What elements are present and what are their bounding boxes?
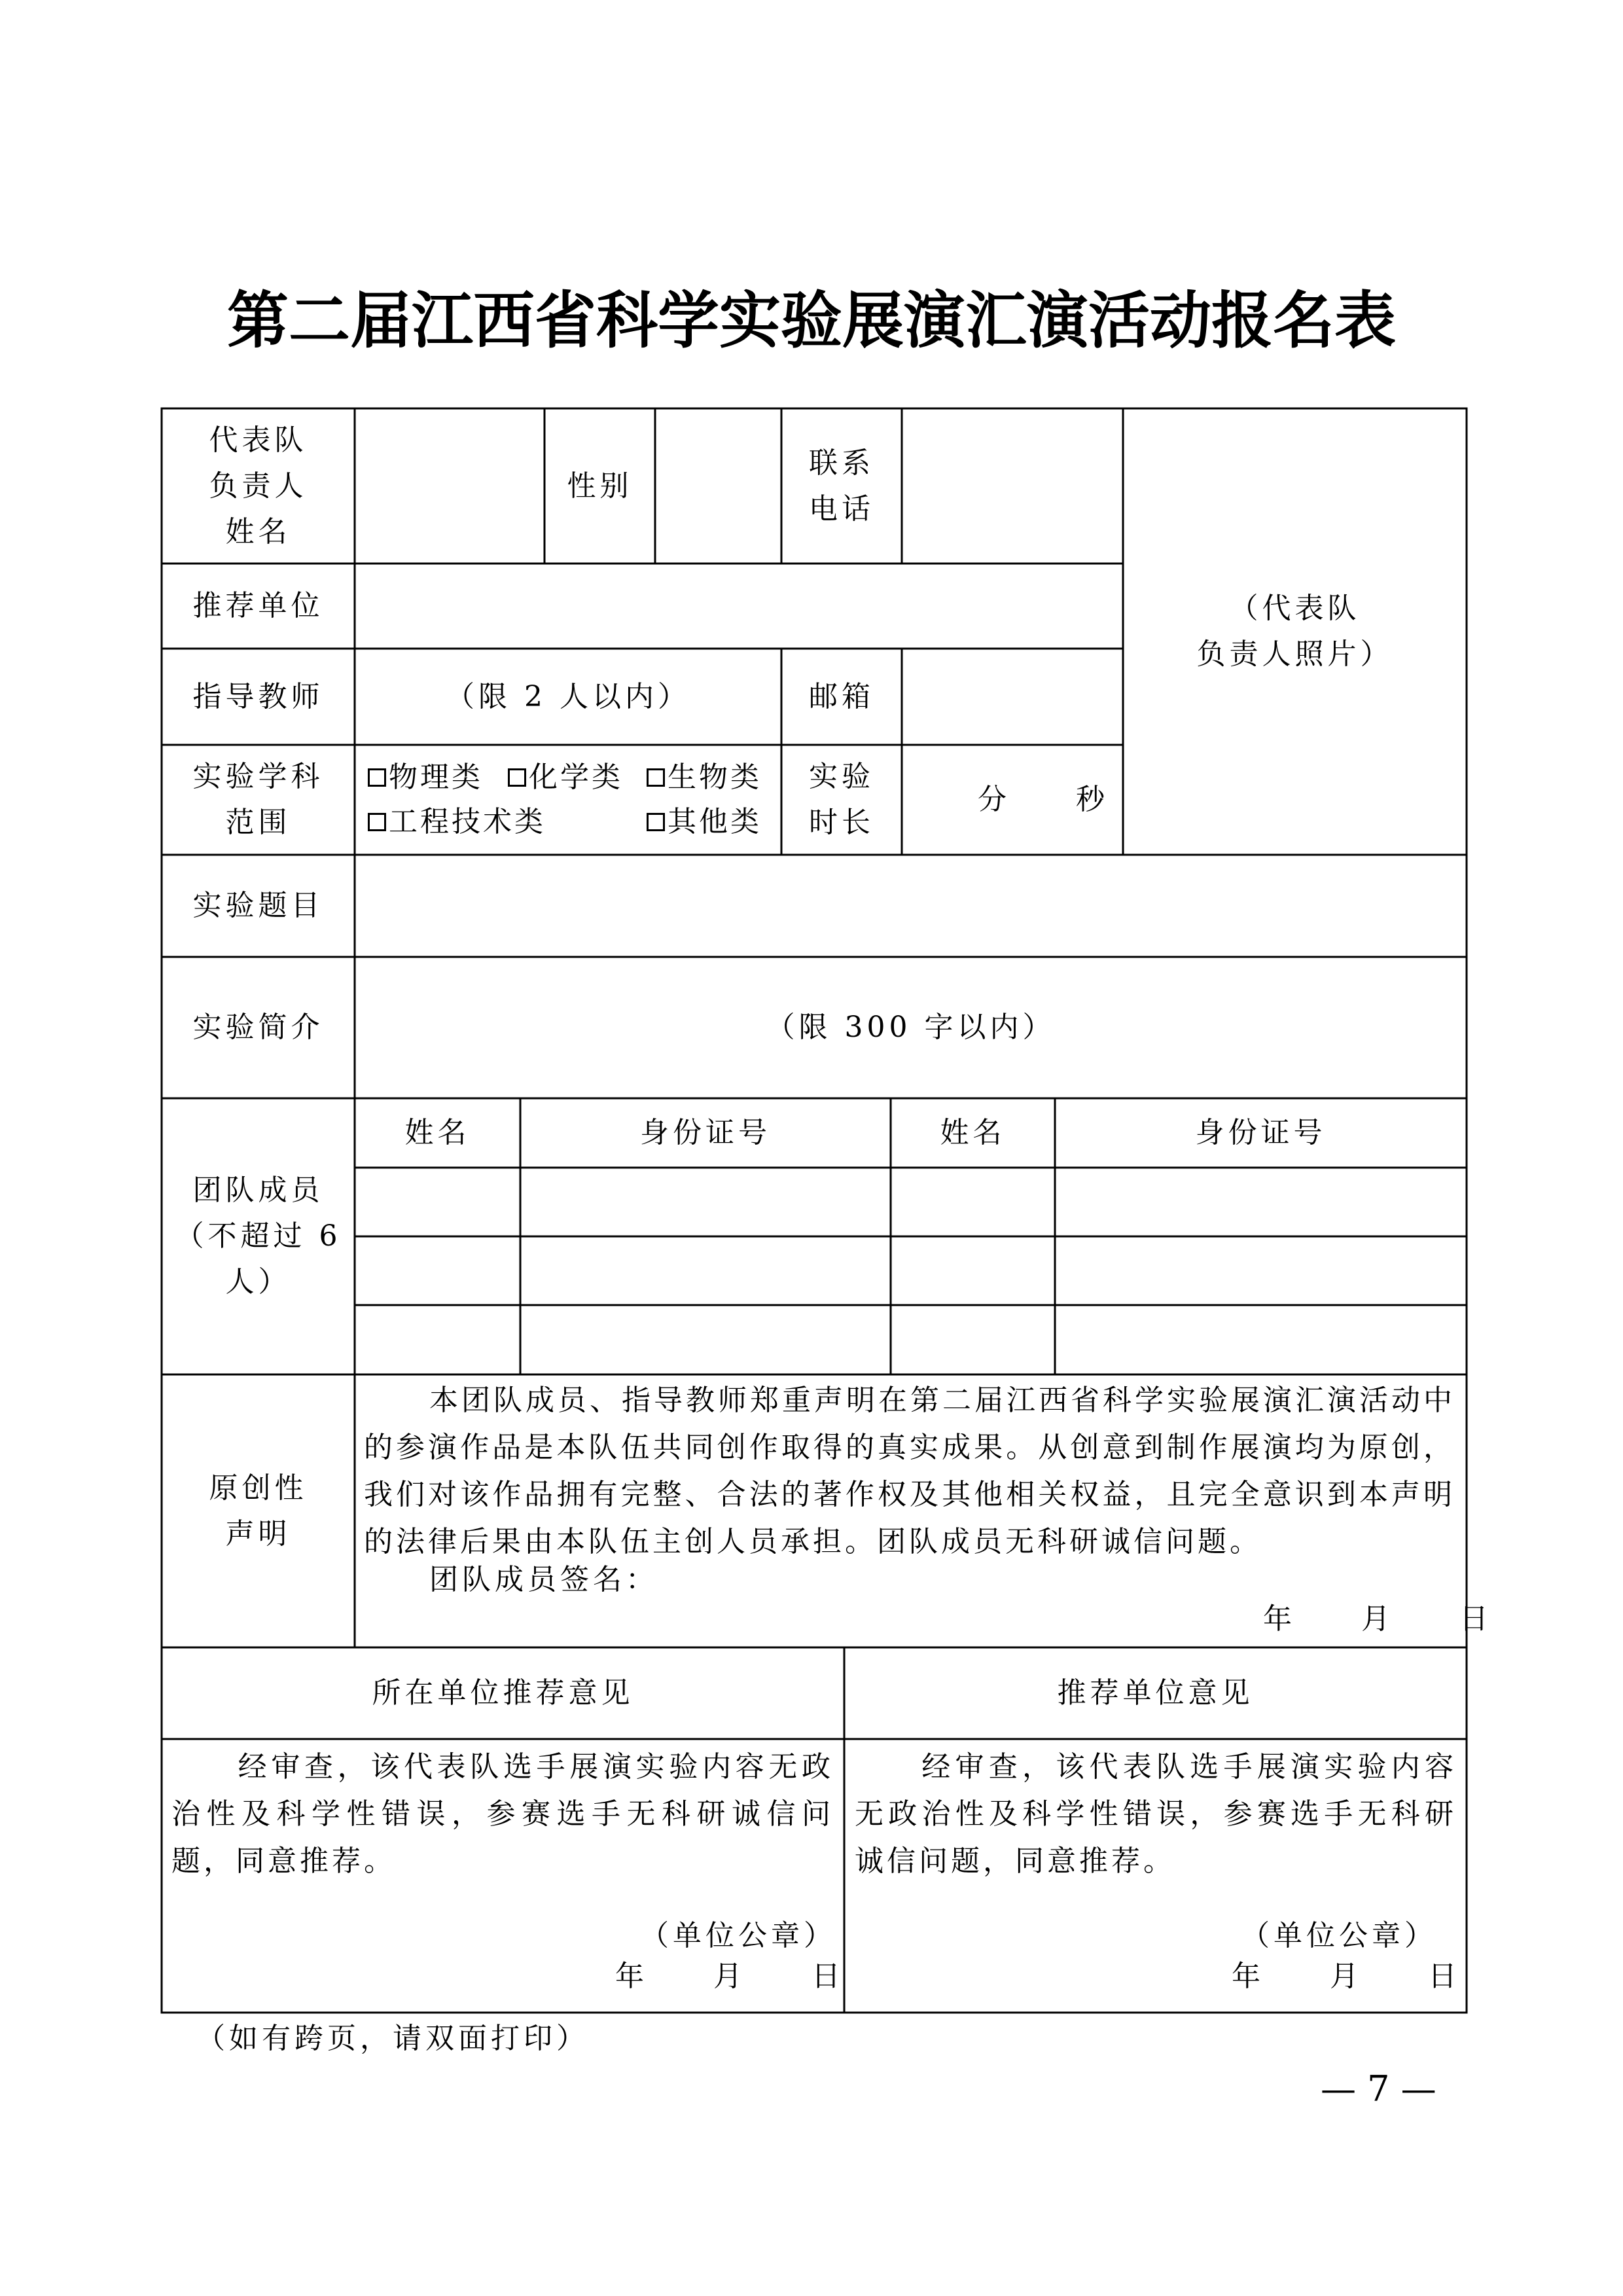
page-title: 第二届江西省科学实验展演汇演活动报名表 — [226, 285, 1396, 357]
member-id-header-2: 身份证号 — [1195, 1116, 1327, 1149]
recommend-unit-label: 推荐单位 — [192, 589, 324, 622]
advisor-field[interactable]: （限 2 人以内） — [446, 679, 690, 713]
phone-label: 联系 电话 — [809, 446, 874, 526]
email-label: 邮箱 — [809, 679, 874, 713]
checkbox-icon — [368, 768, 386, 787]
checkbox-icon — [647, 768, 665, 787]
member-id-header: 身份证号 — [640, 1116, 771, 1149]
leader-name-field[interactable] — [355, 408, 544, 564]
opinion-right-date: 年 月 日 — [1232, 1960, 1461, 1993]
recommend-unit-field[interactable] — [355, 564, 1123, 649]
checkbox-icon — [368, 813, 386, 831]
opinion-left-seal: （单位公章） — [640, 1919, 836, 1952]
opinion-left-header: 所在单位推荐意见 — [372, 1676, 634, 1710]
opinion-left-text: 经审查，该代表队选手展演实验内容无政治性及科学性错误，参赛选手无科研诚信问题，同意推荐。 — [171, 1750, 834, 1878]
subject-scope-label: 实验学科 范围 — [192, 760, 324, 839]
declaration-text: 本团队成员、指导教师郑重声明在第二届江西省科学实验展演汇演活动中的参演作品是本队伍共同创作取得的真实成果。从创意到制作展演均为原创，我们对该作品拥有完整、合法的著作权及其他相关权益，且完全意识到本声明的法律后果由本队伍主创人员承担。团队成员无科研诚信问题。 — [364, 1384, 1455, 1558]
experiment-intro-field[interactable]: （限 300 字以内） — [766, 1011, 1056, 1044]
leader-name-label: 代表队 负责人 姓名 — [209, 423, 308, 548]
member-name-header-2: 姓名 — [940, 1116, 1006, 1149]
member-name-header: 姓名 — [404, 1116, 471, 1149]
duration-label: 实验 时长 — [809, 760, 874, 839]
photo-placeholder[interactable]: （代表队 负责人照片） — [1196, 592, 1393, 671]
checkbox-icon — [647, 813, 665, 831]
opinion-left-date: 年 月 日 — [615, 1960, 844, 1993]
subject-option-engineering[interactable]: 工程技术类 — [368, 802, 546, 842]
experiment-title-label: 实验题目 — [192, 889, 324, 922]
gender-label: 性别 — [567, 469, 633, 503]
subject-option-other[interactable]: 其他类 — [647, 802, 762, 842]
email-field[interactable] — [902, 649, 1123, 745]
phone-field[interactable] — [902, 408, 1123, 564]
subject-option-chemistry[interactable]: 化学类 — [508, 758, 623, 797]
page-number: — 7 — — [1321, 2068, 1436, 2109]
originality-label: 原创性 声明 — [209, 1471, 308, 1551]
checkbox-icon — [508, 768, 526, 787]
opinion-right-header: 推荐单位意见 — [1057, 1676, 1254, 1710]
gender-field[interactable] — [655, 408, 781, 564]
opinion-right-text: 经审查，该代表队选手展演实验内容无政治性及科学性错误，参赛选手无科研诚信问题，同意推荐。 — [855, 1750, 1457, 1878]
experiment-title-field[interactable] — [355, 855, 1467, 957]
team-members-label: 团队成员 （不超过 6 人） — [175, 1174, 342, 1299]
experiment-intro-label: 实验简介 — [192, 1011, 324, 1044]
subject-option-physics[interactable]: 物理类 — [368, 758, 483, 797]
opinion-right-seal: （单位公章） — [1241, 1919, 1437, 1952]
declaration-date: 年 月 日 — [1263, 1602, 1492, 1636]
duration-field[interactable]: 分 秒 — [978, 783, 1109, 816]
subject-option-biology[interactable]: 生物类 — [647, 758, 762, 797]
declaration-signature: 团队成员签名： — [429, 1563, 658, 1596]
footnote: （如有跨页，请双面打印） — [196, 2022, 589, 2055]
advisor-label: 指导教师 — [192, 679, 324, 713]
